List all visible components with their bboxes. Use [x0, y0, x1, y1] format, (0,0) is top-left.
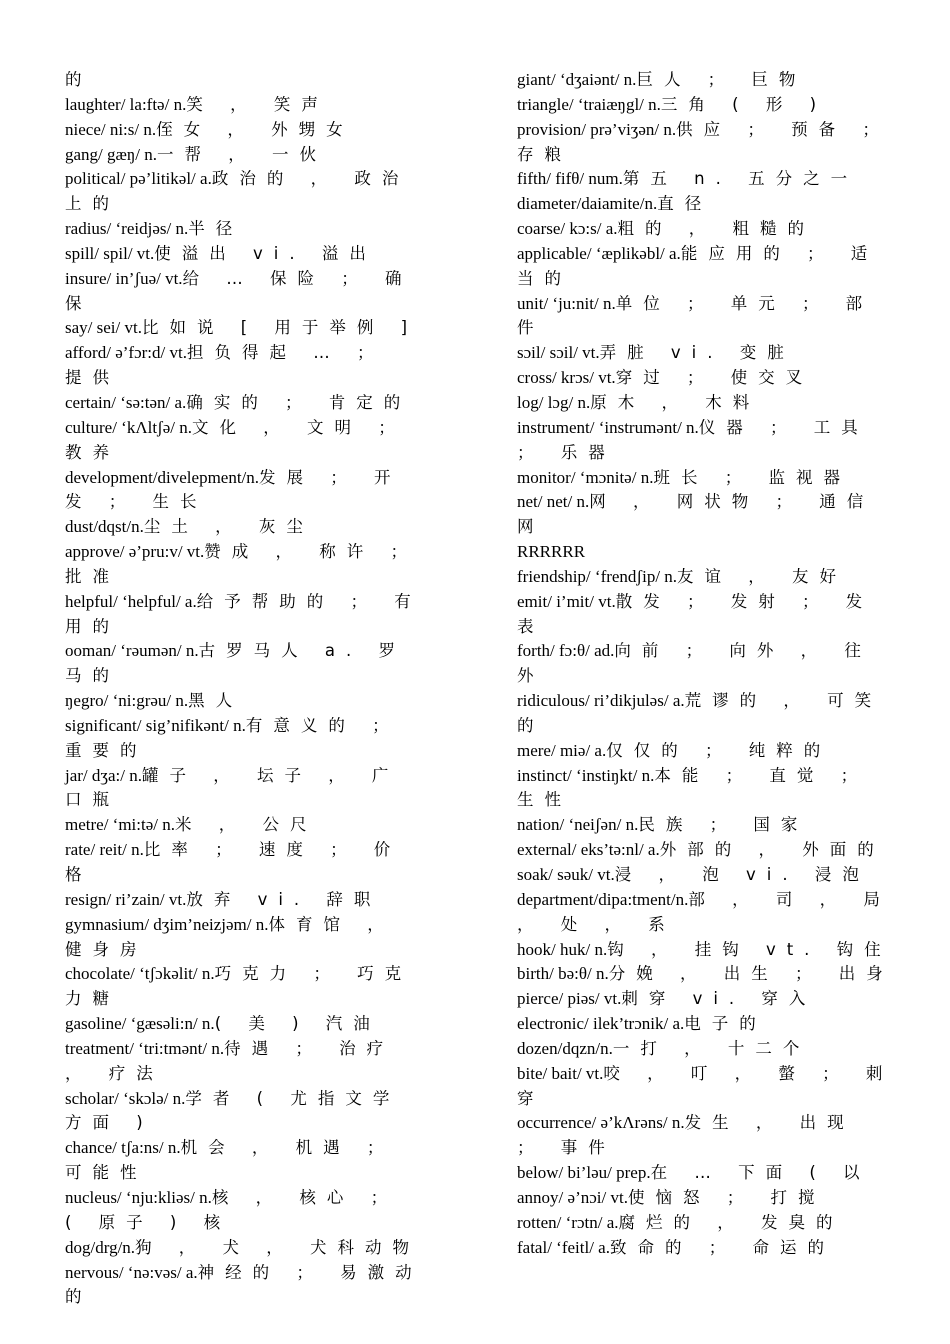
- entry-word: diameter/daiamite/n.: [517, 194, 658, 214]
- entry-definition: 穿过 ； 使交叉: [615, 368, 814, 388]
- entry-definition: 能应用的 ； 适当的: [517, 243, 879, 288]
- entry-definition: 笑 ， 笑声: [186, 94, 329, 114]
- vocab-entry: [65, 1136, 425, 1186]
- vocab-entry: [65, 118, 425, 143]
- vocab-entry: [517, 341, 897, 366]
- entry-definition: 待遇 ； 治疗 ， 疗法: [65, 1038, 395, 1083]
- vocab-entry: [517, 416, 897, 466]
- entry-definition: 仪器 ； 工具 ； 乐器: [517, 417, 869, 462]
- entry-definition: 狗 ， 犬 ， 犬科动物: [135, 1237, 421, 1257]
- entry-definition: 使溢出 vi. 溢出: [154, 243, 377, 263]
- entry-word: niece/ ni:s/ n.: [65, 119, 157, 139]
- entry-word: emit/ i’mit/ vt.: [517, 591, 616, 611]
- entry-definition: 赞成 ， 称许 ； 批准: [65, 542, 419, 586]
- entry-word: nervous/ ‘nə:vəs/ a.: [65, 1262, 198, 1282]
- entry-definition: 古罗马人 a. 罗马的: [65, 641, 406, 686]
- entry-word: coarse/ kɔ:s/ a.: [517, 219, 618, 239]
- entry-definition: 三角 ( 形 ): [660, 94, 828, 114]
- entry-definition: 半径: [188, 219, 244, 239]
- vocab-entry: [65, 515, 425, 540]
- entry-word: laughter/ la:ftə/ n.: [65, 94, 187, 114]
- entry-definition: 刺穿 vi. 穿入: [621, 989, 817, 1009]
- entry-definition: 致命的 ； 命运的: [609, 1237, 835, 1257]
- vocab-entry: [517, 217, 897, 242]
- entry-word: gang/ gæŋ/ n.: [65, 144, 157, 164]
- right-column: [517, 68, 897, 1261]
- vocab-entry: [65, 466, 425, 516]
- entry-definition: 散发 ； 发射 ； 发表: [517, 591, 874, 636]
- entry-word: ooman/ ‘rəumən/ n.: [65, 641, 199, 661]
- entry-definition: 在 … 下面 ( 以: [650, 1163, 871, 1183]
- entry-definition: 仅仅的 ； 纯粹的: [606, 740, 832, 760]
- vocab-entry: [517, 1236, 897, 1261]
- entry-word: ridiculous/ ri’dikjuləs/ a.: [517, 691, 685, 711]
- entry-definition: 腐烂的 ， 发臭的: [618, 1212, 844, 1232]
- entry-word: monitor/ ‘mɔnitə/ n.: [517, 467, 654, 487]
- entry-word: instinct/ ‘instiŋkt/ n.: [517, 765, 655, 785]
- entry-word: hook/ huk/ n.: [517, 939, 608, 959]
- entry-definition: 一帮 ， 一伙: [157, 144, 327, 164]
- vocab-entry: [65, 888, 425, 913]
- entry-word: metre/ ‘mi:tə/ n.: [65, 815, 175, 835]
- vocab-entry: [517, 1111, 897, 1161]
- entry-word: unit/ ‘ju:nit/ n.: [517, 293, 616, 313]
- entry-definition: 粗的 ， 粗糙的: [617, 219, 816, 239]
- entry-definition: 担负得起 … ； 提供: [65, 343, 385, 388]
- entry-definition: 使恼怒 ； 打搅: [627, 1187, 826, 1207]
- entry-word: applicable/ ‘æplikəbl/ a.: [517, 243, 681, 263]
- entry-word: resign/ ri’zain/ vt.: [65, 889, 187, 909]
- vocab-entry: [517, 466, 897, 491]
- vocab-entry: [65, 416, 425, 466]
- entry-word: rate/ reit/ n.: [65, 840, 144, 860]
- entry-definition: 确实的 ； 肯定的: [186, 392, 412, 412]
- entry-word: rotten/ ‘rɔtn/ a.: [517, 1212, 619, 1232]
- entry-word: nation/ ‘neiʃən/ n.: [517, 815, 639, 835]
- vocab-entry: [517, 739, 897, 764]
- entry-word: dust/dqst/n.: [65, 517, 144, 537]
- vocab-entry: [517, 938, 897, 963]
- entry-word: birth/ bə:θ/ n.: [517, 964, 609, 984]
- entry-definition: ( 美 ) 汽油: [214, 1014, 381, 1034]
- entry-definition: 向前 ； 向外 ， 往外: [517, 641, 872, 686]
- vocab-entry: [517, 242, 897, 292]
- entry-definition: 比如说 [ 用于举例 ]: [141, 318, 419, 338]
- entry-word: bite/ bait/ vt.: [517, 1063, 604, 1083]
- entry-definition: 单位 ； 单元 ； 部件: [517, 293, 874, 338]
- entry-definition: 给予帮助的 ； 有用的: [65, 591, 422, 636]
- entry-word: significant/ sig’nifikənt/ n.: [65, 715, 246, 735]
- entry-definition: 给 … 保险 ； 确保: [65, 268, 413, 313]
- entry-definition: 第五 n. 五分之一: [622, 169, 859, 189]
- vocab-entry: [65, 590, 425, 640]
- vocab-entry: [65, 639, 425, 689]
- vocab-entry: [65, 68, 425, 93]
- entry-word: log/ lɔg/ n.: [517, 392, 591, 412]
- vocab-entry: [65, 143, 425, 168]
- entry-definition: 放弃 vi. 辞职: [186, 889, 382, 909]
- vocab-entry: [65, 217, 425, 242]
- vocab-entry: [65, 316, 425, 341]
- vocab-entry: [517, 863, 897, 888]
- vocab-entry: [517, 292, 897, 342]
- entry-definition: 文化 ， 文明 ； 教养: [65, 417, 406, 462]
- entry-word: helpful/ ‘helpful/ a.: [65, 591, 197, 611]
- vocab-entry: [65, 1236, 425, 1261]
- vocab-entry: [517, 565, 897, 590]
- vocab-entry: [517, 1186, 897, 1211]
- entry-word: friendship/ ‘frendʃip/ n.: [517, 566, 678, 586]
- vocab-entry: [517, 1161, 897, 1186]
- vocab-entry: [65, 1012, 425, 1037]
- entry-word: giant/ ‘dʒaiənt/ n.: [517, 70, 637, 89]
- vocab-entry: [517, 1211, 897, 1236]
- entry-word: net/ net/ n.: [517, 492, 590, 512]
- entry-definition: 核 ， 核心 ； ( 原子 ) 核: [65, 1187, 399, 1232]
- entry-word: ŋegro/ ‘ni:grəu/ n.: [65, 691, 189, 711]
- entry-definition: 部 ， 司 ， 局 ， 处 ， 系: [517, 889, 891, 934]
- entry-word: instrument/ ‘instrumənt/ n.: [517, 417, 699, 437]
- entry-word: chocolate/ ‘tʃɔkəlit/ n.: [65, 964, 215, 984]
- entry-word: occurrence/ ə’kΛrəns/ n.: [517, 1113, 685, 1133]
- entry-word: pierce/ piəs/ vt.: [517, 989, 622, 1009]
- vocab-entry: [65, 764, 425, 814]
- entry-word: culture/ ‘kΛltʃə/ n.: [65, 417, 193, 437]
- entry-definition: 体育馆 ， 健身房: [65, 914, 395, 959]
- vocab-entry: [517, 813, 897, 838]
- entry-word: annoy/ ə’nɔi/ vt.: [517, 1187, 628, 1207]
- entry-definition: 浸 ， 泡 vi. 浸泡: [614, 865, 870, 884]
- entry-word: dog/drg/n.: [65, 1237, 136, 1257]
- vocab-entry: [517, 68, 897, 93]
- vocab-entry: [517, 689, 897, 739]
- vocab-entry: [65, 913, 425, 963]
- entry-word: mere/ miə/ a.: [517, 740, 607, 760]
- vocab-entry: [65, 1261, 425, 1311]
- vocab-entry: [65, 242, 425, 267]
- entry-definition: 发展 ； 开发 ； 生长: [65, 467, 402, 512]
- vocab-entry: [65, 813, 425, 838]
- entry-word: electronic/ ilek’trɔnik/ a.: [517, 1014, 685, 1034]
- entry-definition: 弄脏 vi. 变脏: [599, 343, 795, 363]
- entry-definition: 直径: [657, 194, 713, 214]
- entry-word: provision/ prə’viʒən/ n.: [517, 119, 677, 139]
- vocab-entry: [517, 490, 897, 540]
- entry-word: sɔil/ sɔil/ vt.: [517, 343, 600, 363]
- entry-word: scholar/ ‘skɔlə/ n.: [65, 1088, 186, 1108]
- entry-definition: 班长 ； 监视器: [653, 467, 851, 487]
- vocab-entry: [65, 540, 425, 590]
- vocab-entry: [65, 714, 425, 764]
- entry-definition: 民族 ； 国家: [638, 815, 809, 835]
- entry-word: external/ eks’tə:nl/ a.: [517, 840, 660, 860]
- vocab-entry: [517, 1037, 897, 1062]
- vocab-entry: [517, 987, 897, 1012]
- entry-word: fatal/ ‘feitl/ a.: [517, 1237, 610, 1257]
- vocab-entry: [65, 167, 425, 217]
- vocab-entry: [517, 838, 897, 863]
- entry-definition: 机会 ， 机遇 ； 可能性: [65, 1138, 395, 1183]
- entry-definition: 侄女 ， 外甥女: [156, 119, 354, 139]
- vocab-entry: [517, 888, 897, 938]
- entry-word: nucleus/ ‘nju:kliəs/ n.: [65, 1187, 212, 1207]
- entry-word: afford/ ə’fɔr:d/ vt.: [65, 343, 187, 363]
- entry-definition: 的: [65, 70, 93, 89]
- entry-definition: 米 ， 公尺: [175, 815, 318, 835]
- entry-definition: 供应 ； 预备 ； 存粮: [517, 119, 890, 164]
- entry-definition: 巨人 ； 巨物: [636, 70, 807, 89]
- entry-definition: 钩 ， 挂钩 vt. 钩住: [607, 939, 892, 959]
- vocab-entry: [517, 764, 897, 814]
- vocab-entry: [517, 962, 897, 987]
- entry-definition: 网 ， 网状物 ； 通信网: [517, 492, 875, 537]
- vocab-entry: [517, 639, 897, 689]
- entry-definition: 一打 ， 十二个: [612, 1038, 811, 1058]
- vocab-entry: [65, 689, 425, 714]
- entry-definition: 政治的 ， 政治上的: [65, 169, 410, 214]
- vocab-entry: [65, 267, 425, 317]
- entry-definition: 本能 ； 直觉 ； 生性: [517, 765, 869, 810]
- entry-definition: 尘土 ， 灰尘: [143, 517, 314, 537]
- vocab-entry: [517, 590, 897, 640]
- entry-definition: 神经的 ； 易激动的: [65, 1262, 423, 1307]
- left-column: [65, 68, 425, 1310]
- vocab-entry: [517, 167, 897, 192]
- entry-definition: 咬 ， 叮 ， 螫 ； 刺穿: [517, 1063, 894, 1108]
- entry-word: political/ pə’litikəl/ a.: [65, 169, 212, 189]
- vocab-entry: [517, 540, 897, 565]
- entry-definition: 发生 ， 出现 ； 事件: [517, 1113, 855, 1158]
- entry-word: insure/ in’ʃuə/ vt.: [65, 268, 183, 288]
- entry-word: triangle/ ‘traiæŋgl/ n.: [517, 94, 661, 114]
- entry-definition: 电子的: [684, 1014, 767, 1034]
- entry-word: department/dipa:tment/n.: [517, 889, 689, 909]
- entry-word: certain/ ‘sə:tən/ a.: [65, 392, 187, 412]
- vocab-entry: [65, 838, 425, 888]
- vocab-entry: [517, 1012, 897, 1037]
- entry-word: chance/ tʃa:ns/ n.: [65, 1138, 181, 1158]
- entry-word: RRRRRR: [517, 542, 586, 562]
- entry-word: radius/ ‘reidjəs/ n.: [65, 219, 189, 239]
- vocab-entry: [65, 1186, 425, 1236]
- entry-word: below/ bi’ləu/ prep.: [517, 1163, 651, 1183]
- vocab-entry: [517, 366, 897, 391]
- entry-definition: 外部的 ， 外面的: [659, 840, 885, 860]
- entry-word: cross/ krɔs/ vt.: [517, 368, 616, 388]
- vocab-entry: [517, 1062, 897, 1112]
- entry-definition: 友谊 ， 友好: [677, 566, 848, 586]
- entry-word: gymnasium/ dʒim’neizjəm/ n.: [65, 914, 269, 934]
- entry-definition: 有意义的 ； 重要的: [65, 715, 400, 760]
- entry-word: gasoline/ ‘gæsəli:n/ n.: [65, 1014, 215, 1034]
- entry-word: fifth/ fifθ/ num.: [517, 169, 623, 189]
- vocab-entry: [517, 391, 897, 416]
- vocab-entry: [517, 118, 897, 168]
- vocab-entry: [65, 962, 425, 1012]
- vocab-entry: [517, 192, 897, 217]
- vocab-entry: [65, 1037, 425, 1087]
- entry-word: approve/ ə’pru:v/ vt.: [65, 542, 205, 562]
- entry-definition: 原木 ， 木料: [590, 392, 761, 412]
- entry-word: dozen/dqzn/n.: [517, 1038, 613, 1058]
- entry-definition: 巧克力 ； 巧克力糖: [65, 964, 413, 1009]
- entry-word: jar/ dʒa:/ n.: [65, 765, 142, 785]
- entry-word: say/ sei/ vt.: [65, 318, 142, 338]
- entry-word: treatment/ ‘tri:tmənt/ n.: [65, 1038, 225, 1058]
- entry-word: spill/ spil/ vt.: [65, 243, 155, 263]
- entry-definition: 比率 ； 速度 ； 价格: [65, 840, 402, 884]
- vocab-entry: [65, 391, 425, 416]
- entry-definition: 罐子 ， 坛子 ， 广口瓶: [65, 765, 400, 810]
- entry-definition: 分娩 ， 出生 ； 出身: [608, 964, 894, 984]
- entry-definition: 学者 ( 尤指文学方面 ): [65, 1088, 401, 1133]
- entry-definition: 黑人: [188, 691, 244, 711]
- entry-word: soak/ səuk/ vt.: [517, 865, 615, 884]
- entry-definition: 荒谬的 ， 可笑的: [517, 691, 883, 735]
- entry-word: forth/ fɔ:θ/ ad.: [517, 641, 615, 661]
- vocab-entry: [65, 1087, 425, 1137]
- vocab-entry: [65, 341, 425, 391]
- entry-word: development/divelepment/n.: [65, 467, 260, 487]
- vocab-entry: [517, 93, 897, 118]
- vocab-entry: [65, 93, 425, 118]
